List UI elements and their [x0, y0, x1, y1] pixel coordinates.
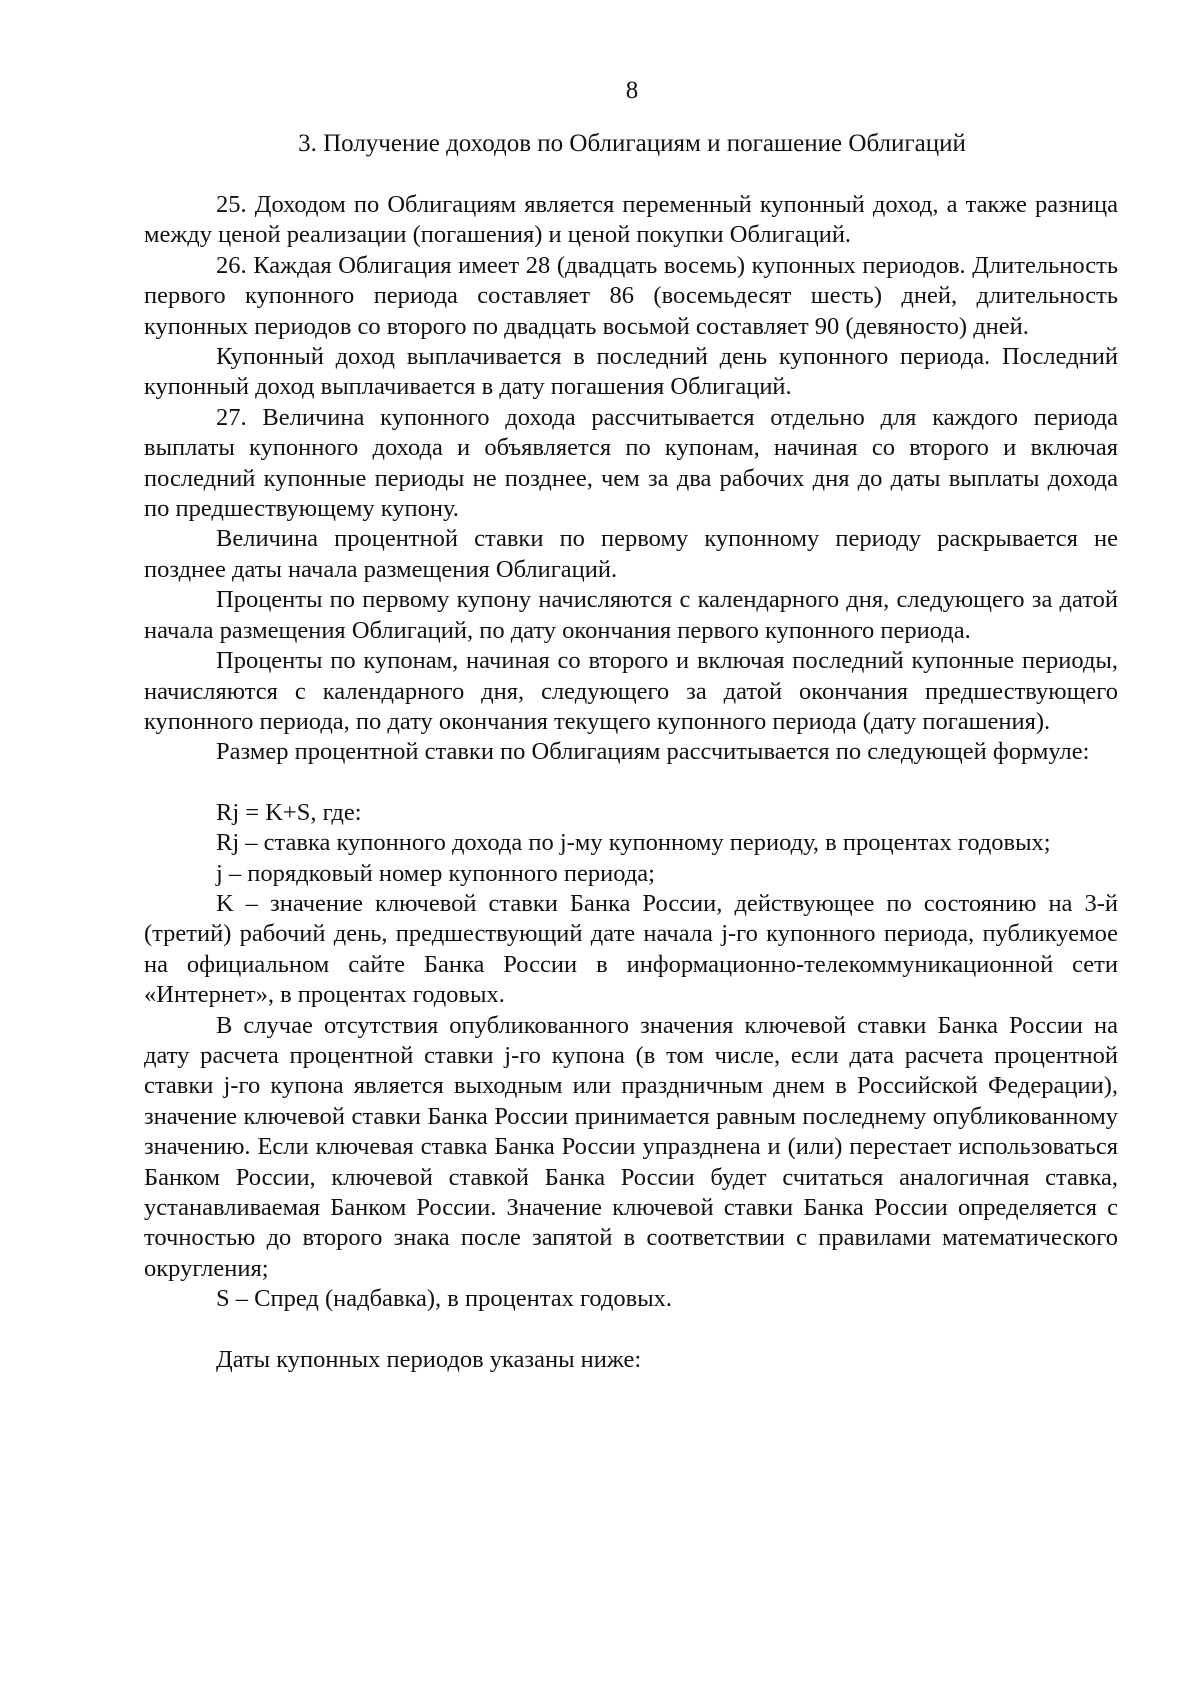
paragraph-27-first-coupon-accrual: Проценты по первому купону начисляются с календарного дня, следующего за датой начала размещения Облигаций, по дату окончания первого купонного периода.: [144, 586, 1118, 644]
section-title: 3. Получение доходов по Облигациям и погашение Облигаций: [298, 130, 966, 157]
document-body: [144, 190, 1118, 1375]
page-number: 8: [625, 77, 639, 104]
paragraph-26-coupon-payment: Купонный доход выплачивается в последний день купонного периода. Последний купонный доход выплачивается в дату погашения Облигаций.: [144, 343, 1118, 401]
paragraph-27-formula-intro: Размер процентной ставки по Облигациям рассчитывается по следующей формуле:: [216, 738, 1090, 766]
paragraph-25: 25. Доходом по Облигациям является переменный купонный доход, а также разница между ценой реализации (погашения) и ценой покупки Облигаций.: [144, 191, 1118, 249]
definition-s: S – Спред (надбавка), в процентах годовых.: [216, 1285, 673, 1313]
definition-rj: Rj – ставка купонного дохода по j-му купонному периоду, в процентах годовых;: [216, 829, 1051, 857]
paragraph-key-rate-absence: В случае отсутствия опубликованного значения ключевой ставки Банка России на дату расчета процентной ставки j-го купона (в том числе, если дата расчета процентной ставки j-го купона является выходным или праздничным днем в Российской Федерации), значение ключевой ставки Банка России принимается равным последнему опубликованному значению. Если ключевая ставка Банка России упразднена и (или) перестает использоваться Банком России, ключевой ставкой Банка России будет считаться аналогичная ставка, устанавливаемая Банком России. Значение ключевой ставки Банка России определяется с точностью до второго знака после запятой в соответствии с правилами математического округления;: [144, 1011, 1118, 1282]
definition-j: j – порядковый номер купонного периода;: [216, 859, 655, 887]
paragraph-27-subsequent-accrual: Проценты по купонам, начиная со второго и включая последний купонные периоды, начисляются с календарного дня, следующего за датой окончания предшествующего купонного периода, по дату окончания текущего купонного периода (дату погашения).: [144, 647, 1118, 735]
paragraph-27-first-coupon-rate: Величина процентной ставки по первому купонному периоду раскрывается не позднее даты начала размещения Облигаций.: [144, 525, 1118, 583]
paragraph-27: 27. Величина купонного дохода рассчитывается отдельно для каждого периода выплаты купонного дохода и объявляется по купонам, начиная со второго и включая последний купонные периоды не позднее, чем за два рабочих дня до даты выплаты дохода по предшествующему купону.: [144, 403, 1118, 523]
definition-k: K – значение ключевой ставки Банка России, действующее по состоянию на 3-й (третий) рабочий день, предшествующий дате начала j-го купонного периода, публикуемое на официальном сайте Банка России в информационно-телекоммуникационной сети «Интернет», в процентах годовых.: [144, 889, 1118, 1009]
paragraph-26: 26. Каждая Облигация имеет 28 (двадцать восемь) купонных периодов. Длительность первого купонного периода составляет 86 (восемьдесят шесть) дней, длительность купонных периодов со второго по двадцать восьмой составляет 90 (девяносто) дней.: [144, 251, 1118, 340]
coupon-dates-intro: Даты купонных периодов указаны ниже:: [216, 1345, 642, 1373]
rate-formula: Rj = K+S, где:: [216, 798, 362, 826]
